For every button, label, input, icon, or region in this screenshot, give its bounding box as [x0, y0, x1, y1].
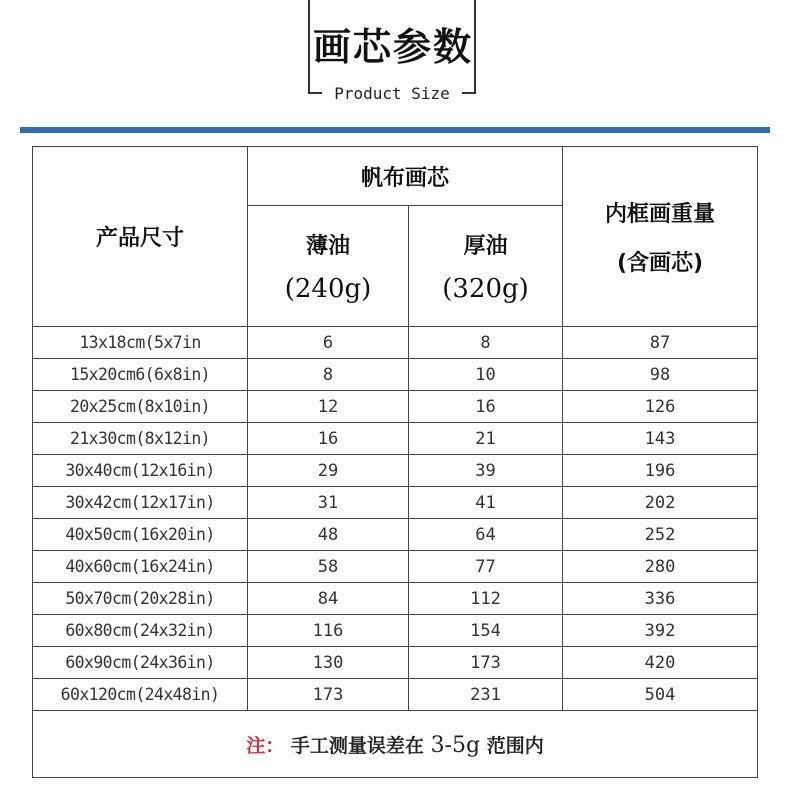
- cell-total: 392: [563, 615, 758, 647]
- note-text-before: 手工测量误差在: [290, 734, 424, 757]
- cell-total: 87: [563, 327, 758, 359]
- page-subtitle: Product Size: [322, 84, 462, 104]
- cell-total: 143: [563, 423, 758, 455]
- note-range: 3-5g: [430, 732, 481, 758]
- header-size-label: 产品尺寸: [95, 226, 184, 251]
- cell-size: 30x42cm(12x17in): [33, 487, 248, 519]
- accent-divider: [20, 127, 770, 133]
- cell-thick: 154: [409, 615, 563, 647]
- cell-total: 336: [563, 583, 758, 615]
- note-row: [33, 711, 758, 778]
- table-row: [33, 583, 758, 615]
- cell-size: 50x70cm(20x28in): [33, 583, 248, 615]
- header-thin: [248, 206, 409, 327]
- cell-thin: 58: [248, 551, 409, 583]
- cell-total: 252: [563, 519, 758, 551]
- cell-thin: 130: [248, 647, 409, 679]
- table-row: [33, 423, 758, 455]
- cell-total: 504: [563, 679, 758, 711]
- cell-thick: 173: [409, 647, 563, 679]
- header-thick-weight: (320g): [442, 273, 529, 304]
- cell-total: 202: [563, 487, 758, 519]
- header-total-note: (含画芯): [616, 250, 704, 276]
- table-row: [33, 487, 758, 519]
- cell-thick: 64: [409, 519, 563, 551]
- header-thick: [409, 206, 563, 327]
- cell-total: 420: [563, 647, 758, 679]
- table-row: [33, 647, 758, 679]
- cell-size: 15x20cm6(6x8in): [33, 359, 248, 391]
- cell-thin: 12: [248, 391, 409, 423]
- cell-thick: 231: [409, 679, 563, 711]
- table-row: [33, 359, 758, 391]
- spec-table: [32, 146, 758, 778]
- cell-size: 30x40cm(12x16in): [33, 455, 248, 487]
- note-cell: [33, 711, 758, 778]
- cell-size: 13x18cm(5x7in: [33, 327, 248, 359]
- cell-thin: 31: [248, 487, 409, 519]
- note-text-after: 范围内: [486, 734, 544, 757]
- table-row: [33, 519, 758, 551]
- cell-total: 280: [563, 551, 758, 583]
- cell-size: 21x30cm(8x12in): [33, 423, 248, 455]
- page-title: 画芯参数: [312, 24, 473, 69]
- table-row: [33, 679, 758, 711]
- cell-thick: 16: [409, 391, 563, 423]
- header-row-1: [33, 147, 758, 206]
- cell-thin: 8: [248, 359, 409, 391]
- header-canvas-group: [248, 147, 563, 206]
- cell-size: 40x60cm(16x24in): [33, 551, 248, 583]
- cell-thick: 8: [409, 327, 563, 359]
- header-canvas-label: 帆布画芯: [361, 165, 450, 191]
- table-row: [33, 391, 758, 423]
- table-row: [33, 327, 758, 359]
- cell-thick: 21: [409, 423, 563, 455]
- table-row: [33, 551, 758, 583]
- title-block: [306, 0, 480, 103]
- cell-thin: 29: [248, 455, 409, 487]
- cell-total: 126: [563, 391, 758, 423]
- cell-thick: 10: [409, 359, 563, 391]
- cell-thick: 39: [409, 455, 563, 487]
- header-thin-weight: (240g): [284, 273, 372, 304]
- header-thick-label: 厚油: [463, 233, 508, 259]
- cell-thick: 41: [409, 487, 563, 519]
- cell-total: 196: [563, 455, 758, 487]
- cell-size: 60x90cm(24x36in): [33, 647, 248, 679]
- cell-thin: 173: [248, 679, 409, 711]
- cell-thin: 116: [248, 615, 409, 647]
- table-row: [33, 615, 758, 647]
- header-total: [563, 147, 758, 327]
- cell-thin: 16: [248, 423, 409, 455]
- cell-size: 60x80cm(24x32in): [33, 615, 248, 647]
- cell-size: 60x120cm(24x48in): [33, 679, 248, 711]
- cell-thin: 84: [248, 583, 409, 615]
- table-row: [33, 455, 758, 487]
- cell-size: 20x25cm(8x10in): [33, 391, 248, 423]
- cell-total: 98: [563, 359, 758, 391]
- note-label: 注：: [246, 734, 285, 757]
- header-thin-label: 薄油: [305, 233, 350, 259]
- header-size: [33, 147, 248, 327]
- cell-thick: 112: [409, 583, 563, 615]
- cell-thick: 77: [409, 551, 563, 583]
- cell-size: 40x50cm(16x20in): [33, 519, 248, 551]
- header-total-label: 内框画重量: [605, 201, 716, 227]
- cell-thin: 6: [248, 327, 409, 359]
- cell-thin: 48: [248, 519, 409, 551]
